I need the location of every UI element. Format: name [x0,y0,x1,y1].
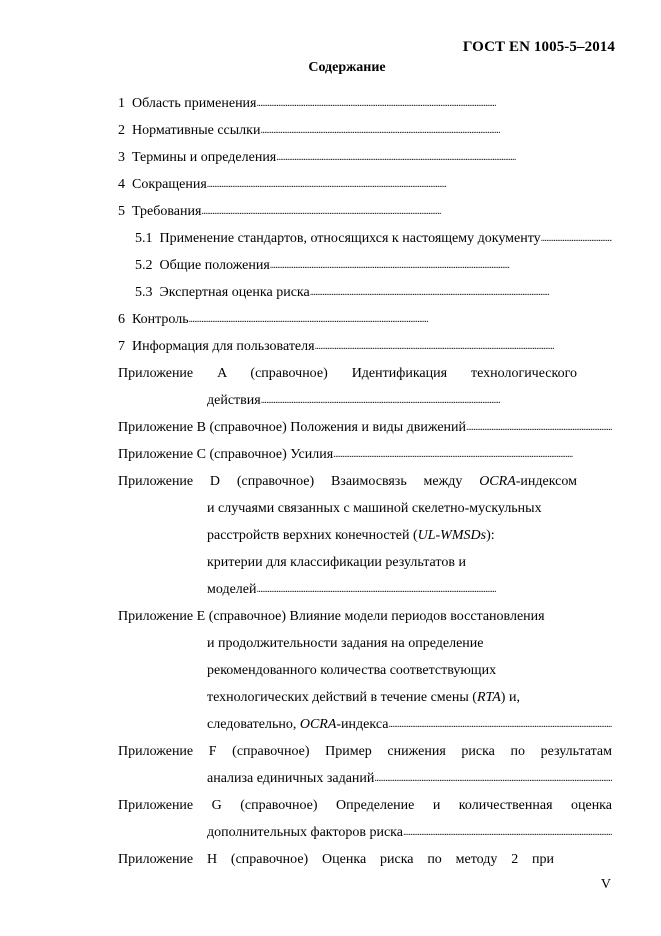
toc-number: 4 [118,177,125,192]
toc-appendix-d-cont[interactable] [118,576,612,603]
toc-label: Область применения [132,96,257,111]
toc-appendix-e-cont[interactable] [118,711,612,738]
toc-number: 5.3 [135,285,153,300]
toc-label: Информация для пользователя [132,339,315,354]
toc-label: анализа единичных заданий [207,771,375,786]
toc-label: Применение стандартов, относящихся к настоящему документу [159,231,541,246]
leader-dots [466,414,612,441]
toc-appendix-e-cont[interactable] [118,684,612,711]
leader-dots [310,279,612,306]
toc-label: рекомендованного количества соответствующих [207,663,497,678]
toc-appendix-d-cont[interactable] [118,549,612,576]
toc-label: Контроль [132,312,189,327]
toc-appendix-d-cont[interactable] [118,522,612,549]
toc-number: 2 [118,123,125,138]
leader-dots [260,117,612,144]
toc-label: моделей [207,582,257,597]
toc-entry-5[interactable] [118,198,612,225]
toc-label: Приложение E (справочное) Влияние модели периодов восстановления [118,609,545,624]
toc-entry-4[interactable] [118,171,612,198]
toc-number: 5.2 [135,258,153,273]
toc-appendix-f[interactable] [118,738,612,765]
leader-dots [270,252,612,279]
toc-number: 6 [118,312,125,327]
leader-dots [541,225,612,252]
table-of-contents [118,90,612,873]
toc-appendix-f-cont[interactable] [118,765,612,792]
toc-entry-5-3[interactable] [118,279,612,306]
toc-entry-5-1[interactable] [118,225,612,252]
toc-label: Нормативные ссылки [132,123,261,138]
toc-label: Приложение B (справочное) Положения и виды движений [118,420,467,435]
toc-label: критерии для классификации результатов и [207,555,466,570]
leader-dots [257,576,613,603]
toc-label: Приложение G (справочное) Определение и количественная оценка [118,798,612,813]
toc-label: Экспертная оценка риска [159,285,310,300]
toc-label: и случаями связанных с машиной скелетно-мускульных [207,501,542,516]
toc-appendix-b[interactable] [118,414,612,441]
toc-appendix-e[interactable] [118,603,612,630]
toc-entry-3[interactable] [118,144,612,171]
leader-dots [276,144,612,171]
toc-label: следовательно, OCRA-индекса [207,717,389,732]
toc-label: действия [207,393,261,408]
toc-entry-6[interactable] [118,306,612,333]
toc-label: Общие положения [159,258,270,273]
toc-label: дополнительных факторов риска [207,825,403,840]
toc-appendix-e-cont[interactable] [118,630,612,657]
leader-dots [333,441,612,468]
leader-dots [261,387,612,414]
toc-appendix-d-cont[interactable] [118,495,612,522]
document-header: ГОСТ EN 1005-5–2014 [462,39,615,55]
toc-number: 1 [118,96,125,111]
leader-dots [315,333,612,360]
toc-label: Приложение F (справочное) Пример снижения риска по результатам [118,744,612,759]
toc-label: Сокращения [132,177,207,192]
toc-number: 5 [118,204,125,219]
toc-label: Термины и определения [132,150,277,165]
leader-dots [189,306,612,333]
toc-entry-7[interactable] [118,333,612,360]
leader-dots [257,90,613,117]
toc-label: расстройств верхних конечностей (UL-WMSDs): [207,528,495,543]
toc-appendix-c[interactable] [118,441,612,468]
toc-appendix-e-cont[interactable] [118,657,612,684]
toc-label: и продолжительности задания на определение [207,636,484,651]
toc-entry-2[interactable] [118,117,612,144]
toc-appendix-a-cont[interactable] [118,387,612,414]
toc-label: Приложение H (справочное) Оценка риска по методу 2 при [118,852,554,867]
toc-number: 5.1 [135,231,153,246]
toc-label: Требования [132,204,202,219]
toc-number: 3 [118,150,125,165]
page-title: Содержание [308,60,386,75]
leader-dots [374,765,612,792]
leader-dots [207,171,612,198]
leader-dots [201,198,612,225]
leader-dots [403,819,612,846]
page-number: V [600,877,611,892]
toc-appendix-d[interactable] [118,468,612,495]
toc-appendix-g-cont[interactable] [118,819,612,846]
toc-label: Приложение D (справочное) Взаимосвязь между OCRA-индексом [118,474,577,489]
toc-entry-1[interactable] [118,90,612,117]
toc-label: технологических действий в течение смены (RTA) и, [207,690,520,705]
toc-appendix-g[interactable] [118,792,612,819]
leader-dots [388,711,612,738]
toc-label: Приложение A (справочное) Идентификация технологического [118,366,577,381]
toc-label: Приложение C (справочное) Усилия [118,447,334,462]
toc-entry-5-2[interactable] [118,252,612,279]
toc-number: 7 [118,339,125,354]
toc-appendix-a[interactable] [118,360,612,387]
toc-appendix-h[interactable] [118,846,612,873]
